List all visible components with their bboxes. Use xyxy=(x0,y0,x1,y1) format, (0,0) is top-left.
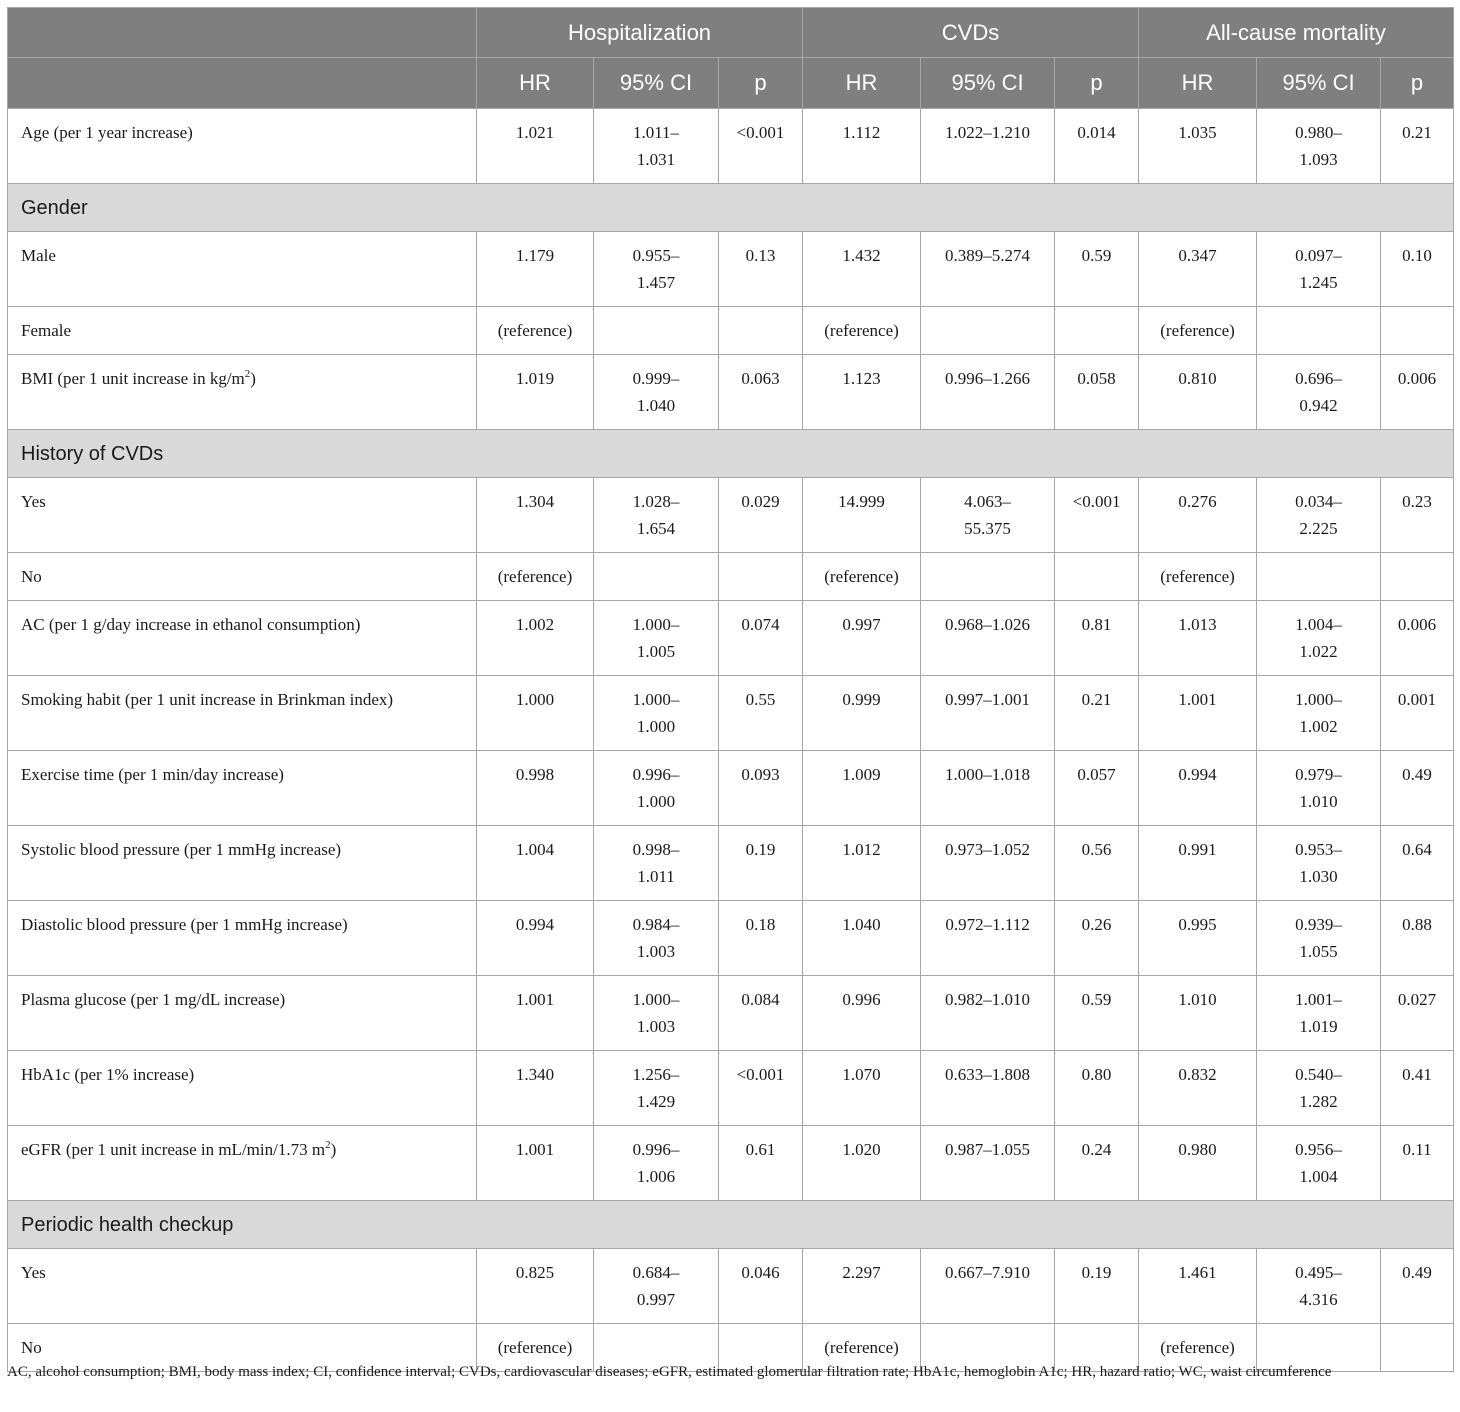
row-label-text: AC (per 1 g/day increase in ethanol consumption) xyxy=(21,615,361,634)
cell-hr: 0.995 xyxy=(1139,901,1257,976)
cell-ci: 0.984– 1.003 xyxy=(594,901,719,976)
row-label xyxy=(8,109,477,184)
cell-p: 0.084 xyxy=(719,976,803,1051)
row-label-text: No xyxy=(21,567,42,586)
cell-hr: 0.825 xyxy=(477,1249,594,1324)
cell-ci xyxy=(921,307,1055,355)
header-group-all-cause-mortality: All-cause mortality xyxy=(1139,8,1454,58)
cell-p xyxy=(1055,307,1139,355)
cell-p xyxy=(719,553,803,601)
section-row xyxy=(8,430,1454,478)
cell-p: 0.19 xyxy=(719,826,803,901)
cell-ci: 1.028– 1.654 xyxy=(594,478,719,553)
cell-hr: 1.002 xyxy=(477,601,594,676)
cell-ci: 1.004– 1.022 xyxy=(1257,601,1381,676)
table-footnote: AC, alcohol consumption; BMI, body mass index; CI, confidence interval; CVDs, cardiovascular diseases; eGFR, estimated glomerular filtration rate; HbA1c, hemoglobin A1c; HR, hazard ratio; WC, waist circumference xyxy=(7,1364,1332,1380)
cell-ci: 4.063– 55.375 xyxy=(921,478,1055,553)
cell-ci xyxy=(921,553,1055,601)
cell-hr: 0.999 xyxy=(803,676,921,751)
header-group-row xyxy=(8,8,1454,58)
cell-ci: 1.000– 1.003 xyxy=(594,976,719,1051)
cell-p: 0.063 xyxy=(719,355,803,430)
cell-p: 0.80 xyxy=(1055,1051,1139,1126)
cell-p: 0.59 xyxy=(1055,976,1139,1051)
cell-p: 0.64 xyxy=(1381,826,1454,901)
cell-p: 0.093 xyxy=(719,751,803,826)
table-row xyxy=(8,232,1454,307)
row-label-text: Yes xyxy=(21,492,46,511)
cell-hr: 1.013 xyxy=(1139,601,1257,676)
row-label-superscript: 2 xyxy=(325,1139,331,1151)
cell-hr: 0.996 xyxy=(803,976,921,1051)
section-label: Periodic health checkup xyxy=(8,1201,1454,1249)
cell-hr: 1.021 xyxy=(477,109,594,184)
cell-p xyxy=(719,307,803,355)
cell-p: 0.006 xyxy=(1381,355,1454,430)
cell-p: 0.058 xyxy=(1055,355,1139,430)
cell-hr: 1.123 xyxy=(803,355,921,430)
row-label xyxy=(8,355,477,430)
row-label-text: Plasma glucose (per 1 mg/dL increase) xyxy=(21,990,286,1009)
table-row xyxy=(8,826,1454,901)
cell-p: 0.49 xyxy=(1381,751,1454,826)
cell-hr: 1.112 xyxy=(803,109,921,184)
table-row xyxy=(8,751,1454,826)
cell-hr: 0.991 xyxy=(1139,826,1257,901)
cell-ci: 1.000– 1.005 xyxy=(594,601,719,676)
cell-p: 0.49 xyxy=(1381,1249,1454,1324)
header-blank-cell xyxy=(8,58,477,109)
cell-hr: 1.001 xyxy=(477,976,594,1051)
row-label-tail: ) xyxy=(330,1140,337,1159)
cell-ci: 1.000– 1.002 xyxy=(1257,676,1381,751)
cell-ci: 0.980– 1.093 xyxy=(1257,109,1381,184)
cell-ci: 0.956– 1.004 xyxy=(1257,1126,1381,1201)
cell-p: 0.19 xyxy=(1055,1249,1139,1324)
cell-ci xyxy=(594,307,719,355)
table-row xyxy=(8,478,1454,553)
cell-p: 0.029 xyxy=(719,478,803,553)
cell-ci: 0.982–1.010 xyxy=(921,976,1055,1051)
table-body xyxy=(8,109,1454,1372)
cell-ci xyxy=(594,553,719,601)
cell-ci: 1.001– 1.019 xyxy=(1257,976,1381,1051)
row-label-text: HbA1c (per 1% increase) xyxy=(21,1065,195,1084)
cell-hr: (reference) xyxy=(477,307,594,355)
hazard-ratio-table xyxy=(7,7,1454,1372)
cell-hr: 1.020 xyxy=(803,1126,921,1201)
cell-hr: 0.832 xyxy=(1139,1051,1257,1126)
subheader-ci: 95% CI xyxy=(594,58,719,109)
cell-p: 0.046 xyxy=(719,1249,803,1324)
cell-p xyxy=(1055,553,1139,601)
cell-ci: 1.256– 1.429 xyxy=(594,1051,719,1126)
cell-ci: 0.684– 0.997 xyxy=(594,1249,719,1324)
cell-hr: (reference) xyxy=(803,1324,921,1372)
cell-ci: 0.997–1.001 xyxy=(921,676,1055,751)
cell-p: 0.61 xyxy=(719,1126,803,1201)
table-row xyxy=(8,676,1454,751)
table-row xyxy=(8,355,1454,430)
cell-ci: 0.968–1.026 xyxy=(921,601,1055,676)
row-label xyxy=(8,901,477,976)
row-label xyxy=(8,601,477,676)
cell-hr: 1.019 xyxy=(477,355,594,430)
table-row xyxy=(8,1249,1454,1324)
row-label-text: No xyxy=(21,1338,42,1357)
cell-hr: 1.010 xyxy=(1139,976,1257,1051)
row-label-text: Diastolic blood pressure (per 1 mmHg increase) xyxy=(21,915,348,934)
subheader-ci: 95% CI xyxy=(1257,58,1381,109)
table-row xyxy=(8,1126,1454,1201)
cell-hr: 0.994 xyxy=(477,901,594,976)
cell-p: 0.001 xyxy=(1381,676,1454,751)
header-subheader-row xyxy=(8,58,1454,109)
cell-p: <0.001 xyxy=(719,1051,803,1126)
table-row xyxy=(8,976,1454,1051)
cell-ci: 0.996–1.266 xyxy=(921,355,1055,430)
cell-ci: 0.633–1.808 xyxy=(921,1051,1055,1126)
row-label-text: BMI (per 1 unit increase in kg/m xyxy=(21,369,245,388)
cell-p: <0.001 xyxy=(1055,478,1139,553)
cell-p: 0.81 xyxy=(1055,601,1139,676)
row-label xyxy=(8,232,477,307)
cell-hr: 0.347 xyxy=(1139,232,1257,307)
cell-p: 0.41 xyxy=(1381,1051,1454,1126)
cell-p: 0.21 xyxy=(1381,109,1454,184)
row-label-text: Smoking habit (per 1 unit increase in Brinkman index) xyxy=(21,690,394,709)
cell-p: <0.001 xyxy=(719,109,803,184)
row-label-text: Female xyxy=(21,321,72,340)
cell-hr: 1.432 xyxy=(803,232,921,307)
cell-hr: (reference) xyxy=(1139,553,1257,601)
row-label xyxy=(8,826,477,901)
cell-ci: 0.972–1.112 xyxy=(921,901,1055,976)
subheader-p: p xyxy=(1381,58,1454,109)
cell-hr: (reference) xyxy=(803,553,921,601)
subheader-hr: HR xyxy=(1139,58,1257,109)
row-label-text: Exercise time (per 1 min/day increase) xyxy=(21,765,284,784)
cell-hr: 1.009 xyxy=(803,751,921,826)
cell-ci: 0.097– 1.245 xyxy=(1257,232,1381,307)
subheader-ci: 95% CI xyxy=(921,58,1055,109)
cell-hr: 1.070 xyxy=(803,1051,921,1126)
section-label: History of CVDs xyxy=(8,430,1454,478)
cell-p: 0.18 xyxy=(719,901,803,976)
cell-hr: (reference) xyxy=(803,307,921,355)
cell-hr: (reference) xyxy=(477,1324,594,1372)
cell-p: 0.10 xyxy=(1381,232,1454,307)
header-blank-cell xyxy=(8,8,477,58)
cell-hr: 1.001 xyxy=(477,1126,594,1201)
cell-hr: 1.035 xyxy=(1139,109,1257,184)
cell-hr: (reference) xyxy=(477,553,594,601)
cell-hr: 0.994 xyxy=(1139,751,1257,826)
row-label xyxy=(8,976,477,1051)
cell-ci: 0.987–1.055 xyxy=(921,1126,1055,1201)
table-row xyxy=(8,553,1454,601)
cell-ci: 0.667–7.910 xyxy=(921,1249,1055,1324)
row-label-superscript: 2 xyxy=(244,368,251,380)
cell-ci xyxy=(1257,307,1381,355)
table-row xyxy=(8,601,1454,676)
cell-p: 0.014 xyxy=(1055,109,1139,184)
cell-hr: 1.304 xyxy=(477,478,594,553)
subheader-hr: HR xyxy=(803,58,921,109)
row-label xyxy=(8,1249,477,1324)
section-label: Gender xyxy=(8,184,1454,232)
cell-hr: 1.340 xyxy=(477,1051,594,1126)
cell-p: 0.59 xyxy=(1055,232,1139,307)
table-row xyxy=(8,109,1454,184)
cell-p: 0.23 xyxy=(1381,478,1454,553)
cell-ci: 0.979– 1.010 xyxy=(1257,751,1381,826)
cell-hr: 0.998 xyxy=(477,751,594,826)
cell-p xyxy=(1381,553,1454,601)
cell-hr: (reference) xyxy=(1139,1324,1257,1372)
cell-p: 0.26 xyxy=(1055,901,1139,976)
cell-ci: 1.000–1.018 xyxy=(921,751,1055,826)
cell-ci: 0.034– 2.225 xyxy=(1257,478,1381,553)
cell-hr: 0.810 xyxy=(1139,355,1257,430)
cell-p: 0.11 xyxy=(1381,1126,1454,1201)
row-label xyxy=(8,676,477,751)
row-label xyxy=(8,553,477,601)
table-row xyxy=(8,1051,1454,1126)
row-label xyxy=(8,307,477,355)
cell-hr: 0.980 xyxy=(1139,1126,1257,1201)
cell-ci: 0.998– 1.011 xyxy=(594,826,719,901)
table-container xyxy=(7,7,1453,1372)
cell-hr: (reference) xyxy=(1139,307,1257,355)
section-row xyxy=(8,184,1454,232)
cell-hr: 1.012 xyxy=(803,826,921,901)
row-label-text: Systolic blood pressure (per 1 mmHg increase) xyxy=(21,840,342,859)
cell-hr: 1.461 xyxy=(1139,1249,1257,1324)
cell-hr: 1.040 xyxy=(803,901,921,976)
section-row xyxy=(8,1201,1454,1249)
cell-p: 0.13 xyxy=(719,232,803,307)
table-row xyxy=(8,307,1454,355)
cell-hr: 1.179 xyxy=(477,232,594,307)
cell-ci: 1.022–1.210 xyxy=(921,109,1055,184)
row-label-tail: ) xyxy=(250,369,256,388)
cell-p xyxy=(1381,307,1454,355)
cell-p: 0.074 xyxy=(719,601,803,676)
cell-p: 0.057 xyxy=(1055,751,1139,826)
cell-ci: 0.973–1.052 xyxy=(921,826,1055,901)
cell-p: 0.24 xyxy=(1055,1126,1139,1201)
cell-hr: 0.997 xyxy=(803,601,921,676)
cell-p: 0.56 xyxy=(1055,826,1139,901)
cell-p: 0.21 xyxy=(1055,676,1139,751)
cell-ci: 0.540– 1.282 xyxy=(1257,1051,1381,1126)
table-header xyxy=(8,8,1454,109)
cell-hr: 1.001 xyxy=(1139,676,1257,751)
cell-hr: 14.999 xyxy=(803,478,921,553)
table-row xyxy=(8,901,1454,976)
cell-ci: 0.999– 1.040 xyxy=(594,355,719,430)
cell-ci: 0.495– 4.316 xyxy=(1257,1249,1381,1324)
header-group-hospitalization: Hospitalization xyxy=(477,8,803,58)
row-label-text: eGFR (per 1 unit increase in mL/min/1.73 m xyxy=(21,1140,326,1159)
cell-ci: 0.939– 1.055 xyxy=(1257,901,1381,976)
cell-ci: 0.953– 1.030 xyxy=(1257,826,1381,901)
row-label-text: Male xyxy=(21,246,56,265)
cell-ci xyxy=(1257,553,1381,601)
row-label xyxy=(8,1126,477,1201)
cell-ci: 1.000– 1.000 xyxy=(594,676,719,751)
cell-hr: 0.276 xyxy=(1139,478,1257,553)
cell-p: 0.55 xyxy=(719,676,803,751)
cell-hr: 2.297 xyxy=(803,1249,921,1324)
row-label-text: Age (per 1 year increase) xyxy=(21,123,193,142)
row-label xyxy=(8,751,477,826)
row-label xyxy=(8,1051,477,1126)
cell-hr: 1.004 xyxy=(477,826,594,901)
cell-p: 0.88 xyxy=(1381,901,1454,976)
row-label-text: Yes xyxy=(21,1263,46,1282)
subheader-p: p xyxy=(719,58,803,109)
row-label xyxy=(8,478,477,553)
cell-p: 0.027 xyxy=(1381,976,1454,1051)
cell-ci: 0.955– 1.457 xyxy=(594,232,719,307)
header-group-cvds: CVDs xyxy=(803,8,1139,58)
cell-ci: 1.011– 1.031 xyxy=(594,109,719,184)
cell-ci: 0.696– 0.942 xyxy=(1257,355,1381,430)
cell-ci: 0.389–5.274 xyxy=(921,232,1055,307)
subheader-p: p xyxy=(1055,58,1139,109)
cell-ci: 0.996– 1.000 xyxy=(594,751,719,826)
cell-hr: 1.000 xyxy=(477,676,594,751)
cell-ci: 0.996– 1.006 xyxy=(594,1126,719,1201)
cell-p: 0.006 xyxy=(1381,601,1454,676)
subheader-hr: HR xyxy=(477,58,594,109)
